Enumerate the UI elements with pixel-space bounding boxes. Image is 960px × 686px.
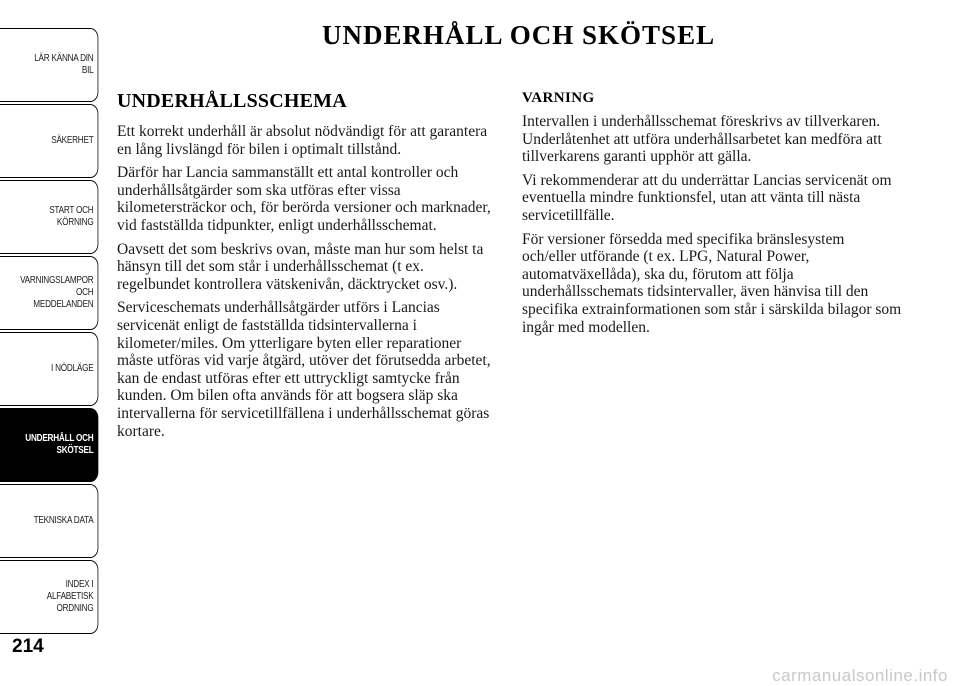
paragraph: Ett korrekt underhåll är absolut nödvändigt för att garantera en lång livslängd för bilen i optimalt tillstånd. [117,123,488,158]
left-column [117,90,497,446]
page-number: 214 [12,636,44,657]
tab-index[interactable]: INDEX I ALFABETISK ORDNING [0,560,98,634]
tab-lar-kanna-din-bil[interactable]: LÄR KÄNNA DIN BIL [0,28,98,102]
tab-tekniska-data[interactable]: TEKNISKA DATA [0,484,98,558]
tab-varningslampor[interactable]: VARNINGSLAMPOR OCH MEDDELANDEN [0,256,98,330]
tab-sakerhet[interactable]: SÄKERHET [0,104,98,178]
section-heading: UNDERHÅLLSSCHEMA [117,90,347,112]
right-column [522,90,902,342]
watermark: carmanualsonline.info [772,666,948,685]
tab-i-nodlage[interactable]: I NÖDLÄGE [0,332,98,406]
paragraph: Därför har Lancia sammanställt ett antal kontroller och underhållsåtgärder som ska utföras efter vissa kilometersträckor och, för berörda versioner och marknader, vid fastställda tidpunkter, enligt underhållsschemat. [117,164,491,234]
page-title: UNDERHÅLL OCH SKÖTSEL [322,20,716,50]
paragraph: Oavsett det som beskrivs ovan, måste man hur som helst ta hänsyn till det som står i underhållsschemat (t ex. regelbundet kontrollera vätskenivån, däcktrycket osv.). [117,240,484,293]
tab-underhall-och-skotsel[interactable]: UNDERHÅLL OCH SKÖTSEL [0,408,98,482]
paragraph: För versioner försedda med specifika bränslesystem och/eller utförande (t ex. LPG, Natural Power, automatväxellåda), ska du, förutom att följa underhållsschemats tidsintervaller, även hänvisa till den specifika extrainformationen som står i särskilda bilagor som ingår med modellen. [522,230,902,336]
paragraph: Intervallen i underhållsschemat föreskrivs av tillverkaren. Underlåtenhet att utföra underhållsarbetet kan medföra att tillverkarens garanti upphör att gälla. [522,113,882,166]
paragraph: Vi rekommenderar att du underrättar Lancias servicenät om eventuella mindre funktionsfel, utan att vänta till nästa servicetillfälle. [522,171,892,224]
paragraph: Serviceschemats underhållsåtgärder utförs i Lancias servicenät enligt de fastställda tidsintervallerna i kilometer/miles. Om ytterligare byten eller reparationer måste utföras vid varje åtgärd, utöver det förutsedda arbetet, kan de endast utföras efter ett uttryckligt samtycke från kunden. Om bilen ofta används för att bogsera släp ska intervallerna för servicetillfällena i underhållsschemat göras kortare. [117,299,491,440]
warning-heading: VARNING [522,90,595,106]
chapter-tabs [0,28,100,636]
tab-start-och-korning[interactable]: START OCH KÖRNING [0,180,98,254]
